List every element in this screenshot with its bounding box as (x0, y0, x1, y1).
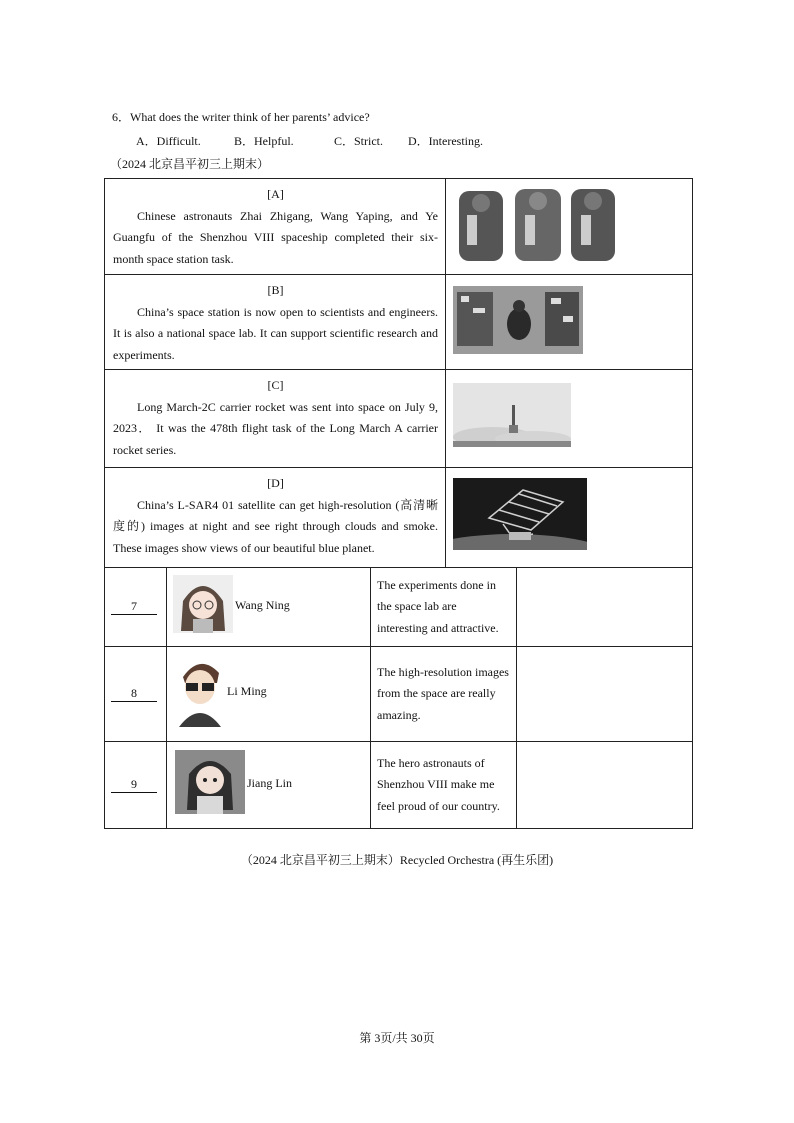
avatar-jiang-lin (175, 750, 245, 814)
passage-tag: [C] (267, 378, 284, 392)
matching-table (104, 567, 693, 829)
page-footer: 第 3页/共 30页 (359, 1031, 435, 1045)
answer-blank[interactable]: 8 (111, 686, 157, 702)
passage-tag: [D] (267, 476, 284, 490)
answer-blank[interactable]: 9 (111, 777, 157, 793)
space-lab-image (453, 286, 583, 354)
student-comment: The high-resolution images from the space are really amazing. (377, 664, 509, 722)
source-line: （2024 北京昌平初三上期末）Recycled Orchestra (再生乐团) (240, 853, 554, 867)
student-name: Wang Ning (235, 598, 290, 612)
astronauts-image (453, 185, 621, 263)
question-stem: 6．What does the writer think of her parents’ advice? (112, 110, 370, 124)
option-a[interactable]: A．Difficult. (136, 134, 201, 148)
answer-cell (517, 647, 693, 742)
passage-row-a (105, 179, 693, 275)
satellite-image (453, 478, 587, 550)
avatar-wang-ning (173, 575, 233, 633)
source-line: （2024 北京昌平初三上期末） (110, 157, 270, 171)
student-comment: The hero astronauts of Shenzhou VIII make me feel proud of our country. (377, 755, 500, 813)
option-c[interactable]: C．Strict. (334, 134, 384, 148)
passage-text: Long March-2C carrier rocket was sent into space on July 9, 2023． It was the 478th flight task of the Long March A carrier rocket series. (113, 399, 438, 457)
passage-text: Chinese astronauts Zhai Zhigang, Wang Yaping, and Ye Guangfu of the Shenzhou VIII spaceship completed their six-month space station task. (113, 208, 438, 266)
match-row (105, 647, 693, 742)
student-name: Li Ming (227, 684, 267, 698)
passage-tag: [B] (267, 283, 284, 297)
answer-cell (517, 742, 693, 829)
option-b[interactable]: B．Helpful. (234, 134, 294, 148)
passage-table (104, 178, 693, 568)
passage-row-c (105, 370, 693, 468)
rocket-launch-image (453, 383, 571, 447)
answer-blank[interactable]: 7 (111, 599, 157, 615)
answer-cell (517, 568, 693, 647)
passage-row-d (105, 468, 693, 568)
student-name: Jiang Lin (247, 776, 292, 790)
passage-tag: [A] (267, 187, 284, 201)
avatar-li-ming (175, 655, 225, 727)
student-comment: The experiments done in the space lab are interesting and attractive. (377, 577, 499, 635)
passage-text: China’s L-SAR4 01 satellite can get high-resolution (高清晰度的) images at night and see right through clouds and smoke. These images show views of our beautiful blue planet. (113, 497, 438, 555)
option-d[interactable]: D．Interesting. (408, 134, 483, 148)
passage-text: China’s space station is now open to scientists and engineers. It is also a national space lab. It can support scientific research and experiments. (113, 304, 438, 362)
match-row (105, 568, 693, 647)
match-row (105, 742, 693, 829)
passage-row-b (105, 275, 693, 370)
